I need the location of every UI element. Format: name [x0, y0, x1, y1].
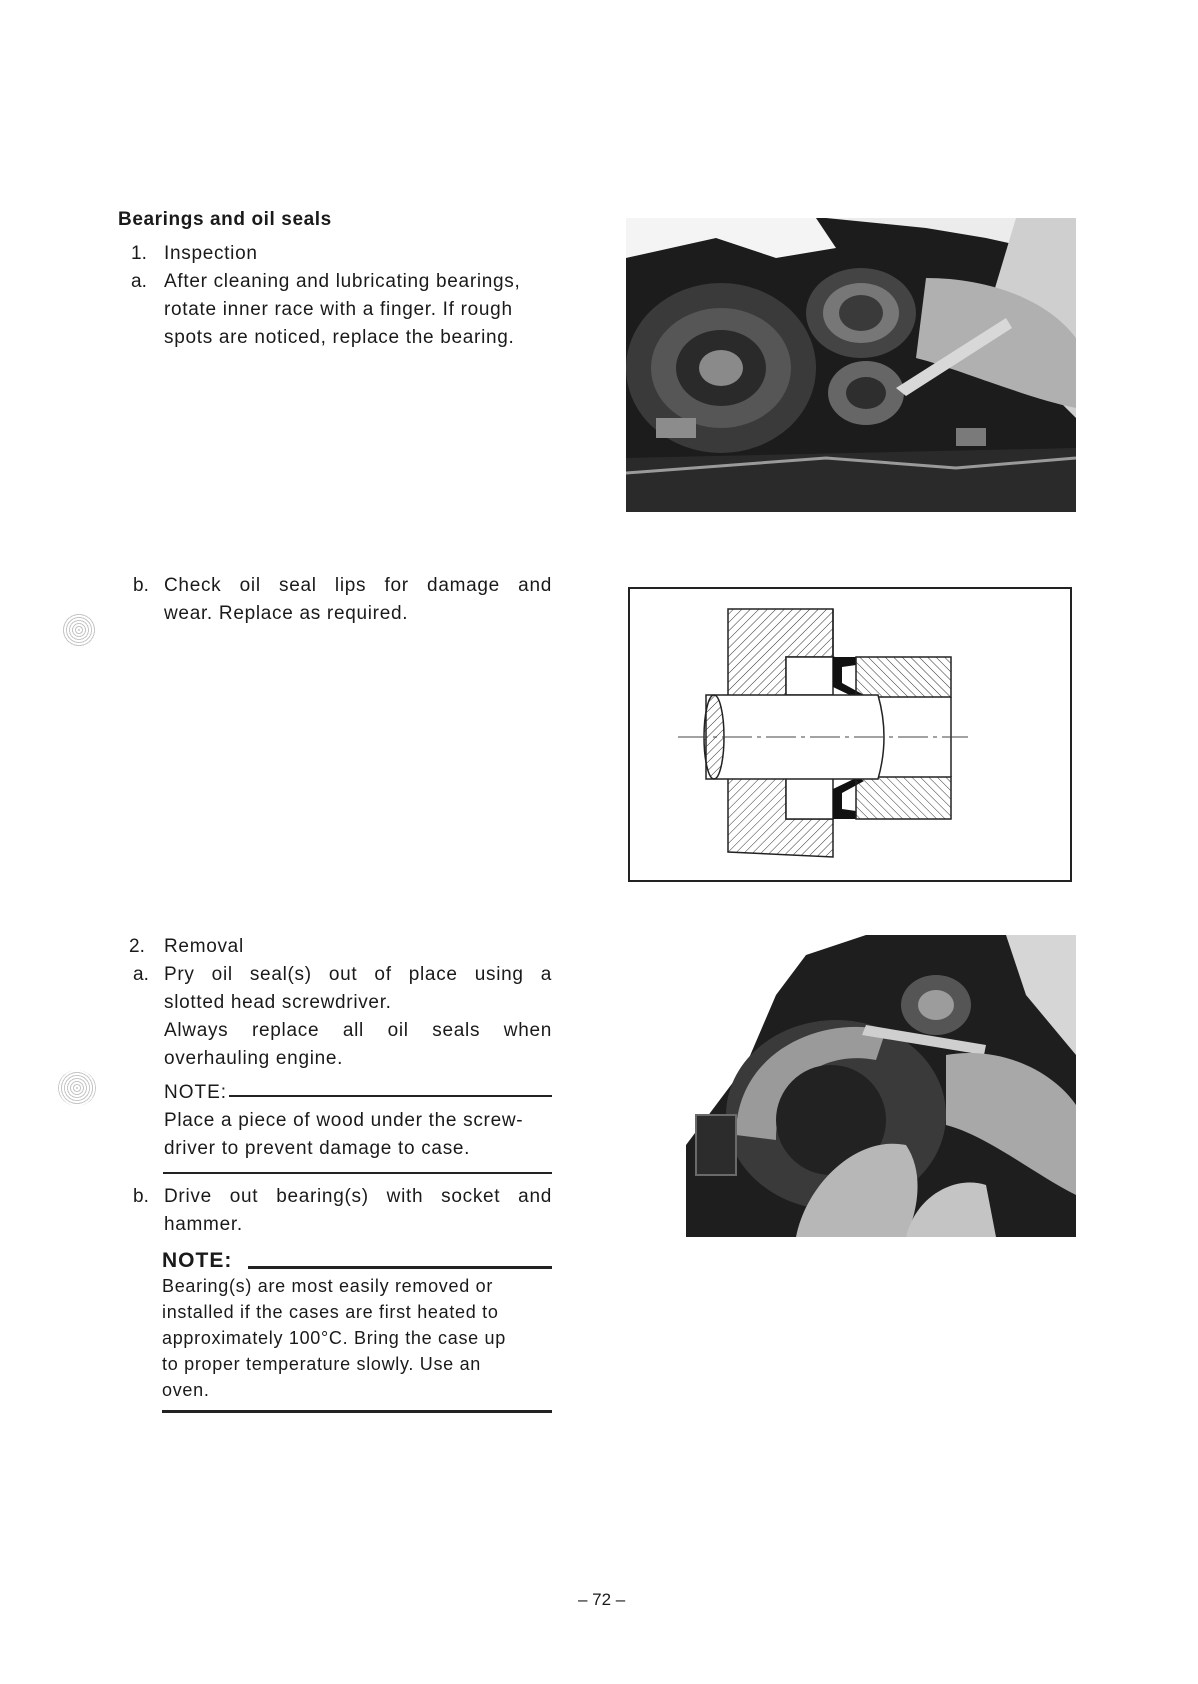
note-rule-bottom [163, 1172, 552, 1174]
scan-speck [62, 612, 96, 648]
text-line: rotate inner race with a finger. If rough [164, 299, 513, 320]
text-line: Check oil seal lips for damage and [164, 575, 552, 596]
note-text-line: installed if the cases are first heated to [162, 1302, 499, 1322]
step-number-1: 1. [131, 243, 147, 264]
bearing-inspection-photo [626, 218, 1076, 512]
note-rule-top [248, 1266, 552, 1269]
text-line: wear. Replace as required. [164, 603, 409, 624]
text-line: spots are noticed, replace the bearing. [164, 327, 515, 348]
note-rule-top [229, 1095, 552, 1097]
note-rule-bottom [162, 1410, 552, 1413]
step-letter-a: a. [131, 271, 147, 292]
step-heading-removal: Removal [164, 936, 244, 957]
note-label: NOTE: [162, 1249, 233, 1272]
oil-seal-diagram [628, 587, 1072, 882]
note-label: NOTE: [164, 1082, 228, 1103]
text-line: overhauling engine. [164, 1048, 344, 1069]
section-title: Bearings and oil seals [118, 209, 332, 230]
step-letter-b: b. [133, 1186, 149, 1207]
note-text-line: to proper temperature slowly. Use an [162, 1354, 482, 1374]
step-number-2: 2. [129, 936, 145, 957]
page-number: – 72 – [578, 1590, 626, 1609]
oil-seal-removal-photo [626, 935, 1076, 1237]
text-line: slotted head screwdriver. [164, 992, 392, 1013]
text-line: hammer. [164, 1214, 243, 1235]
scan-speck [58, 1070, 96, 1106]
note-text-line: Place a piece of wood under the screw- [164, 1110, 524, 1131]
step-heading-inspection: Inspection [164, 243, 258, 264]
text-line: Always replace all oil seals when [164, 1020, 552, 1041]
text-line: After cleaning and lubricating bearings, [164, 271, 521, 292]
note-text-line: driver to prevent damage to case. [164, 1138, 471, 1159]
step-letter-b: b. [133, 575, 149, 596]
note-text-line: Bearing(s) are most easily removed or [162, 1276, 494, 1296]
note-text-line: approximately 100°C. Bring the case up [162, 1328, 506, 1348]
step-letter-a: a. [133, 964, 149, 985]
text-line: Pry oil seal(s) out of place using a [164, 964, 552, 985]
text-line: Drive out bearing(s) with socket and [164, 1186, 552, 1207]
note-text-line: oven. [162, 1380, 210, 1400]
